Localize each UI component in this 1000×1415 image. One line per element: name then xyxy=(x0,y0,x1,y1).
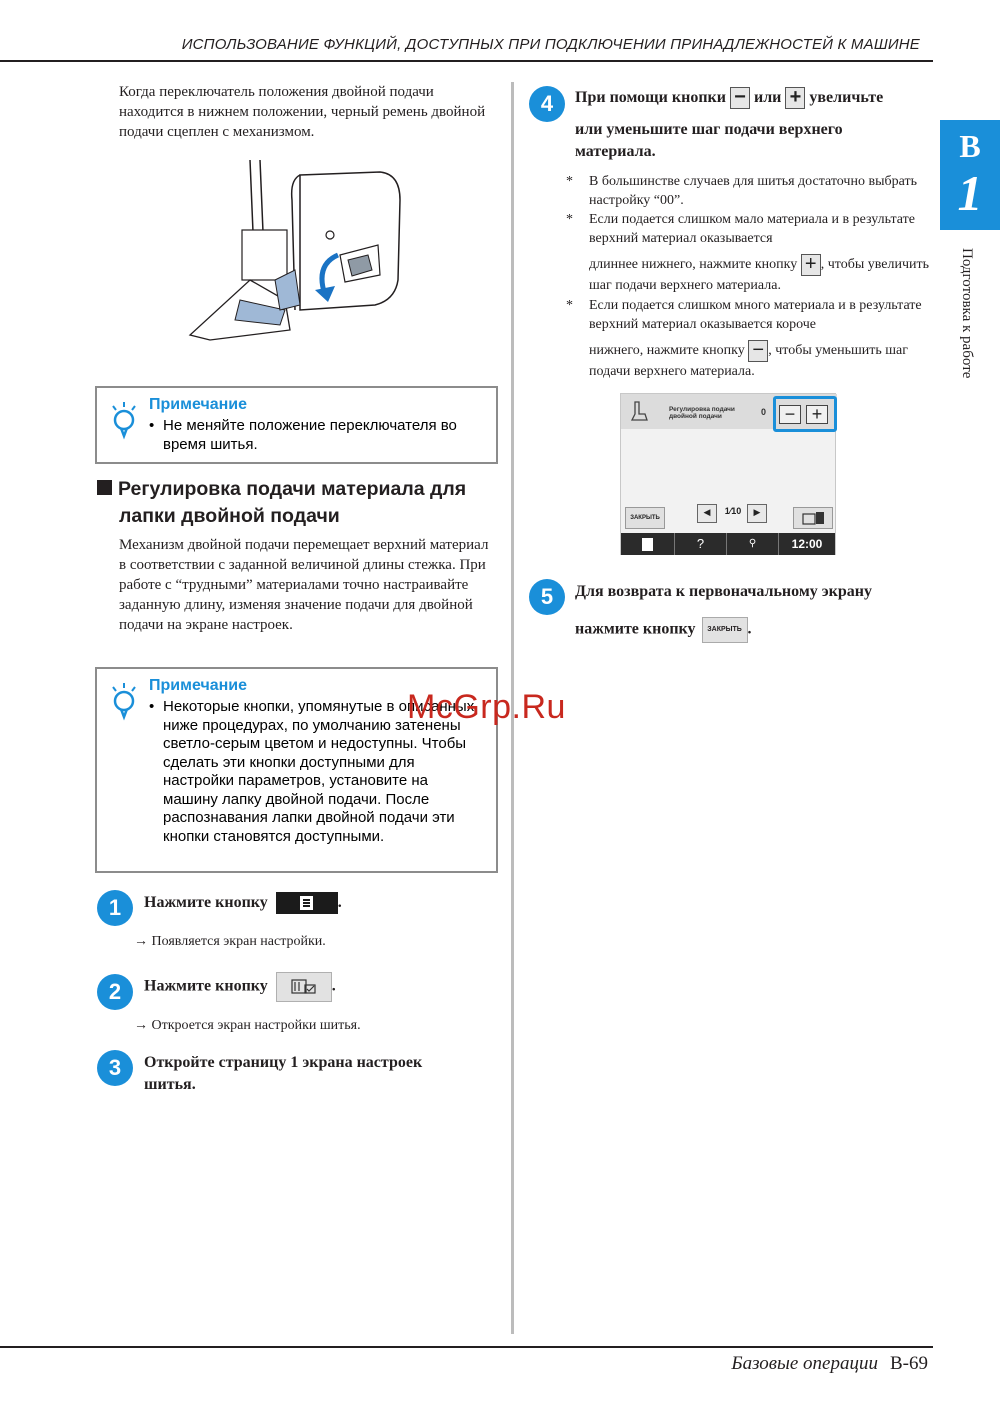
note-box-1 xyxy=(95,386,498,464)
note-item-text: длиннее нижнего, нажмите кнопку xyxy=(589,257,798,273)
lightbulb-note-icon xyxy=(109,681,139,721)
chapter-title-vertical: Подготовка к работе xyxy=(959,248,975,379)
minus-button[interactable]: − xyxy=(748,340,768,362)
lightbulb-note-icon xyxy=(109,400,139,440)
settings-menu-button[interactable] xyxy=(276,892,338,914)
plus-button[interactable]: + xyxy=(785,87,805,109)
step-1-text xyxy=(144,892,342,914)
step-4-mid: или xyxy=(753,89,782,106)
sewing-settings-button[interactable] xyxy=(276,972,332,1002)
note-bullet: • xyxy=(149,698,155,715)
step-5-line-2: нажмите кнопку xyxy=(575,620,696,638)
step-2-label: Нажмите кнопку xyxy=(144,977,268,995)
watermark: McGrp.Ru xyxy=(407,688,566,726)
asterisk: * xyxy=(566,298,573,313)
screen-settings-button[interactable] xyxy=(793,507,833,529)
step-5-text xyxy=(575,581,935,643)
prev-page-button[interactable]: ◀ xyxy=(697,504,717,523)
setting-label-line-1: Регулировка подачи xyxy=(669,406,735,413)
step-2-text xyxy=(144,972,336,1002)
note-text: Не меняйте положение переключателя во время шитья. xyxy=(163,417,457,453)
dual-feed-foot-illustration xyxy=(180,160,410,360)
step-number-1: 1 xyxy=(97,890,133,926)
step-4-line-3: материала. xyxy=(575,143,656,160)
document-icon xyxy=(642,538,653,551)
note-body xyxy=(149,417,486,454)
section-heading xyxy=(97,476,507,530)
note-title: Примечание xyxy=(149,396,248,413)
running-header: ИСПОЛЬЗОВАНИЕ ФУНКЦИЙ, ДОСТУПНЫХ ПРИ ПОДКЛЮЧЕНИИ ПРИНАДЛЕЖНОСТЕЙ К МАШИНЕ xyxy=(181,36,920,53)
step-number-4: 4 xyxy=(529,86,565,122)
note-item xyxy=(566,172,932,210)
note-item-text: Если подается слишком много материала и в результате верхний материал оказывается короче xyxy=(589,298,922,332)
feed-adjust-buttons xyxy=(773,396,837,432)
page-navigator xyxy=(697,504,767,524)
machine-settings-screen xyxy=(620,393,836,555)
chapter-number: 1 xyxy=(957,165,983,221)
heading-line-1: Регулировка подачи материала для xyxy=(118,478,467,500)
next-page-button[interactable]: ▶ xyxy=(747,504,767,523)
screen-bottom-bar xyxy=(621,533,835,555)
heading-line-2: лапки двойной подачи xyxy=(119,505,340,527)
sewing-settings-icon xyxy=(802,511,826,527)
screen-close-button[interactable]: ЗАКРЫТЬ xyxy=(625,507,665,529)
step-3-line-1: Откройте страницу 1 экрана настроек xyxy=(144,1054,423,1071)
step-1-result: → Появляется экран настройки. xyxy=(134,934,326,949)
chapter-tab xyxy=(940,120,1000,230)
asterisk: * xyxy=(566,212,573,227)
heading-square-marker xyxy=(97,480,112,495)
step-3-line-2: шитья. xyxy=(144,1076,196,1093)
step-5-period: . xyxy=(747,620,752,638)
note-bullet: • xyxy=(149,417,155,434)
screen-minus-button[interactable]: − xyxy=(779,405,801,424)
intro-paragraph: Когда переключатель положения двойной подачи находится в нижнем положении, черный ремень двойной подачи сцеплен с механизмом. xyxy=(119,84,486,140)
minus-button[interactable]: − xyxy=(730,87,750,109)
presser-foot-icon xyxy=(629,400,653,424)
chapter-letter: B xyxy=(959,128,981,164)
bottom-settings-key[interactable] xyxy=(621,533,675,555)
step-4-notes xyxy=(566,172,932,381)
note-item xyxy=(566,210,932,295)
page-indicator: 1⁄10 xyxy=(724,506,742,516)
step-number-2: 2 xyxy=(97,974,133,1010)
sewing-settings-icon xyxy=(291,979,317,995)
close-button[interactable]: ЗАКРЫТЬ xyxy=(702,617,748,643)
step-2-period: . xyxy=(331,977,336,995)
note-item-text: , чтобы увеличить шаг подачи верхнего материала. xyxy=(589,257,929,293)
bottom-help-key[interactable]: ? xyxy=(675,533,727,555)
header-rule xyxy=(0,60,933,62)
document-icon xyxy=(300,896,313,910)
note-item-text: Если подается слишком мало материала и в результате верхний материал оказывается xyxy=(589,212,915,246)
asterisk: * xyxy=(566,174,573,189)
note-item-text: В большинстве случаев для шитья достаточно выбрать настройку “00”. xyxy=(589,174,917,208)
setting-value: 0 xyxy=(761,407,767,417)
step-4-line-2: или уменьшите шаг подачи верхнего xyxy=(575,121,843,138)
step-4-post: увеличьте xyxy=(809,89,884,106)
note-text: Некоторые кнопки, упомянутые в описанных ниже процедурах, по умолчанию затенены светло-серым цветом и недоступны. Чтобы сделать эти кнопки доступными для настройки параметров, установите на машину лапку двойной подачи. После распознавания лапки двойной подачи эти кнопки становятся доступными. xyxy=(163,698,475,845)
step-4-pre: При помощи кнопки xyxy=(575,89,726,106)
bottom-mode-key[interactable] xyxy=(727,533,779,555)
note-item-text: , чтобы уменьшить шаг подачи верхнего материала. xyxy=(589,343,908,379)
step-number-3: 3 xyxy=(97,1050,133,1086)
step-2-result: → Откроется экран настройки шитья. xyxy=(134,1018,361,1033)
note-item xyxy=(566,296,932,381)
footer-rule xyxy=(0,1346,933,1348)
step-3-text xyxy=(144,1052,494,1096)
page-number: B-69 xyxy=(890,1353,928,1374)
bobbin-icon: ⚲ xyxy=(748,538,757,549)
step-1-period: . xyxy=(337,894,342,911)
note-item-text: нижнего, нажмите кнопку xyxy=(589,343,745,359)
footer-title: Базовые операции xyxy=(731,1353,878,1374)
plus-button[interactable]: + xyxy=(801,254,821,276)
step-number-5: 5 xyxy=(529,579,565,615)
screen-plus-button[interactable]: + xyxy=(806,405,828,424)
page-footer xyxy=(731,1353,928,1375)
step-4-text xyxy=(575,87,935,163)
note-title: Примечание xyxy=(149,677,248,694)
clock-display: 12:00 xyxy=(791,537,823,551)
setting-label-line-2: двойной подачи xyxy=(669,413,722,420)
section-body: Механизм двойной подачи перемещает верхний материал в соответствии с заданной величиной длины стежка. При работе с “трудными” материалами точно настраивайте заданную длину, изменяя значение подачи для двойной подачи на экране настроек. xyxy=(119,537,489,633)
setting-label xyxy=(669,406,735,420)
step-1-label: Нажмите кнопку xyxy=(144,894,268,911)
step-5-line-1: Для возврата к первоначальному экрану xyxy=(575,583,872,600)
